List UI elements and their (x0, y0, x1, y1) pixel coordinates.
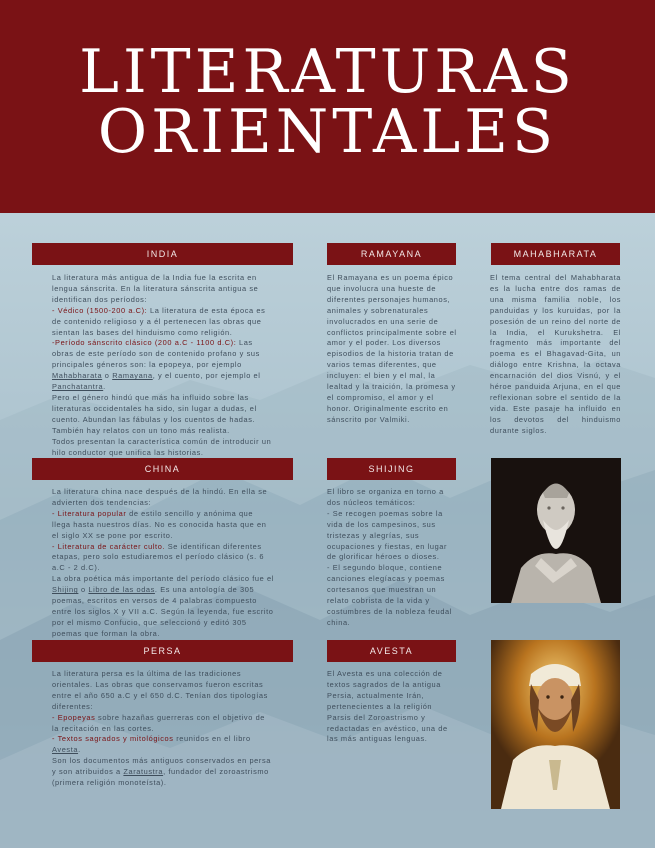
persa-paragraph-4 (52, 756, 274, 789)
china-poetica-text-c: . Es una antología de 305 poemas, escritos en versos de 4 palabras compuesto entre los siglos X y VII a.C. Según la leyenda, fue escrito por el mismo Confucio, que seleccionó y editó 305 poemas que forman la obra. (52, 585, 274, 638)
section-label-china: CHINA (32, 458, 293, 480)
india-clasico-lead: -Período sánscrito clásico (200 a.C - 1100 d.C): (52, 338, 237, 348)
persa-textos-text-b: . (78, 745, 81, 755)
china-paragraph-4 (52, 574, 274, 639)
china-poetica-text-a: La obra poética más importante del período clásico fue el (52, 574, 274, 584)
section-text-shijing (327, 487, 457, 627)
section-text-mahabharata (490, 273, 621, 433)
persa-paragraph-3 (52, 734, 274, 756)
china-culto-text: Se identifican diferentes etapas, pero solo estudiaremos el período clásico (s. 6 a.C - 2 d.C). (52, 541, 265, 573)
persa-epopeyas-lead: - Epopeyas (52, 712, 96, 722)
section-text-india (52, 273, 274, 455)
shijing-paragraph-2: - Se recogen poemas sobre la vida de los campesinos, sus tristezas y alegrías, sus ocupaciones y fiestas, en lugar de glorificar héroes o dioses. (327, 508, 448, 562)
china-paragraph-3 (52, 542, 274, 575)
page-title-line1: LITERATURAS (79, 37, 576, 107)
persa-textos-lead: - Textos sagrados y mitológicos (52, 734, 174, 744)
link-panchatantra[interactable]: Panchatantra (52, 382, 104, 392)
section-label-india: INDIA (32, 243, 293, 265)
shijing-paragraph-1: El libro se organiza en torno a dos núcleos temáticos: (327, 487, 444, 507)
section-text-persa (52, 669, 274, 788)
link-ramayana[interactable]: Ramayana (112, 371, 153, 381)
persa-epopeyas-text: sobre hazañas guerreras con el objetivo de la recitación en las cortes. (52, 712, 265, 733)
persa-paragraph-2 (52, 713, 274, 735)
persa-documentos-text-b: , fundador del zoroastrismo (primera religión monoteísta). (52, 767, 269, 788)
header-banner (0, 0, 655, 213)
india-paragraph-1: La literatura más antigua de la India fue la escrita en lengua sánscrita. En la literatura sánscrita antigua se identifican dos períodos: (52, 273, 259, 304)
section-label-mahabharata: MAHABHARATA (491, 243, 620, 265)
link-mahabharata[interactable]: Mahabharata (52, 371, 103, 381)
persa-documentos-text-a: Son los documentos más antiguos conservados en persa y son atribuidos a (52, 756, 271, 777)
india-vedico-lead: - Védico (1500-200 a.C): (52, 305, 148, 315)
india-clasico-text-c: , y el cuento, por ejemplo el (152, 371, 261, 381)
avesta-paragraph: El Avesta es una colección de textos sagrados de la antigua Persia, actualmente Irán, pertenecientes a la religión Parsis del Zoroastrismo y redactadas en avéstico, una de las más antiguas lenguas. (327, 669, 448, 744)
section-label-ramayana: RAMAYANA (327, 243, 456, 265)
china-culto-lead: - Literatura de carácter culto. (52, 541, 166, 551)
section-label-persa: PERSA (32, 640, 293, 662)
section-text-ramayana (327, 273, 457, 433)
india-paragraph-4: Pero el género hindú que más ha influido sobre las literaturas occidentales ha sido, sin lugar a dudas, el cuento. Abundan las fábulas y los cuentos de hadas. También hay relatos con un tono más realista. (52, 392, 257, 435)
confucius-image (491, 458, 621, 603)
zoroaster-image (491, 640, 620, 809)
india-vedico-text: La literatura de esta época es de contenido religioso y a él pertenecen las obras que sientan las bases del hinduismo como religión. (52, 305, 266, 337)
china-paragraph-2 (52, 509, 274, 542)
india-clasico-text-a: Las obras de este período son de contenido profano y sus principales géneros son: la epopeya, por ejemplo (52, 338, 260, 370)
link-zaratustra[interactable]: Zaratustra (123, 767, 164, 777)
china-popular-lead: - Literatura popular (52, 508, 127, 518)
confucius-statue-icon (491, 458, 621, 603)
shijing-paragraph-3: - El segundo bloque, contiene canciones elegíacas y poemas cortesanos que muestran un relato cobrista de la vida y costumbres de la nobleza feudal china. (327, 563, 453, 627)
mahabharata-paragraph: El tema central del Mahabharata es la lucha entre dos ramas de una misma familia noble, los panduidas y los kuruidas, por la posesión de un reino del norte de la India, el Kurukshetra. El fragmento más importante del poema es el Bhagavad-Gita, un diálogo entre Krishna, la octava encarnación del dios Visnú, y el héroe panduida Arjuna, en el que reflexionan sobre el sentido de la vida. Este pasaje ha influido en los devotos del hinduismo durante siglos. (490, 273, 621, 435)
section-text-avesta (327, 669, 457, 759)
section-label-shijing: SHIJING (327, 458, 456, 480)
page-title-line2: ORIENTALES (97, 97, 558, 167)
india-paragraph-5: Todos presentan la característica común de introducir un hilo conductor que unifica las historias. (52, 436, 272, 457)
india-paragraph-3 (52, 338, 274, 393)
china-popular-text: de estilo sencillo y anónima que llega hasta nuestros días. No es conocida hasta que en el siglo XX se pone por escrito. (52, 508, 267, 540)
zoroaster-portrait-icon (491, 640, 620, 809)
section-label-avesta: AVESTA (327, 640, 456, 662)
china-poetica-text-b: o (78, 585, 89, 595)
ramayana-paragraph: El Ramayana es un poema épico que involucra una hueste de diferentes personajes humanos, animales y sobrenaturales involucrados en una serie de conflictos principalmente sobre el amor y el poder. Los diversos episodios de la historia tratan de varios temas diferentes, que incluyen: el bien y el mal, la lealtad y la traición, la promesa y el compromiso, el amor y el honor. Originalmente escrito en sánscrito por Valmiki. (327, 273, 457, 424)
china-paragraph-1: La literatura china nace después de la hindú. En ella se advierten dos tendencias: (52, 487, 268, 507)
india-paragraph-2 (52, 306, 274, 339)
link-avesta[interactable]: Avesta (52, 745, 79, 755)
link-shijing[interactable]: Shijing (52, 585, 79, 595)
persa-textos-text-a: reunidos en el libro (173, 734, 251, 744)
section-text-china (52, 487, 274, 637)
india-clasico-text-b: o (102, 371, 113, 381)
india-clasico-text-d: . (103, 382, 106, 392)
link-libro-de-las-odas[interactable]: Libro de las odas (88, 585, 155, 595)
persa-paragraph-1: La literatura persa es la última de las tradiciones orientales. Las obras que conservamos fueron escritas entre el año 650 a.C y el 650 d.C. Tenían dos tipologías diferentes: (52, 669, 268, 711)
